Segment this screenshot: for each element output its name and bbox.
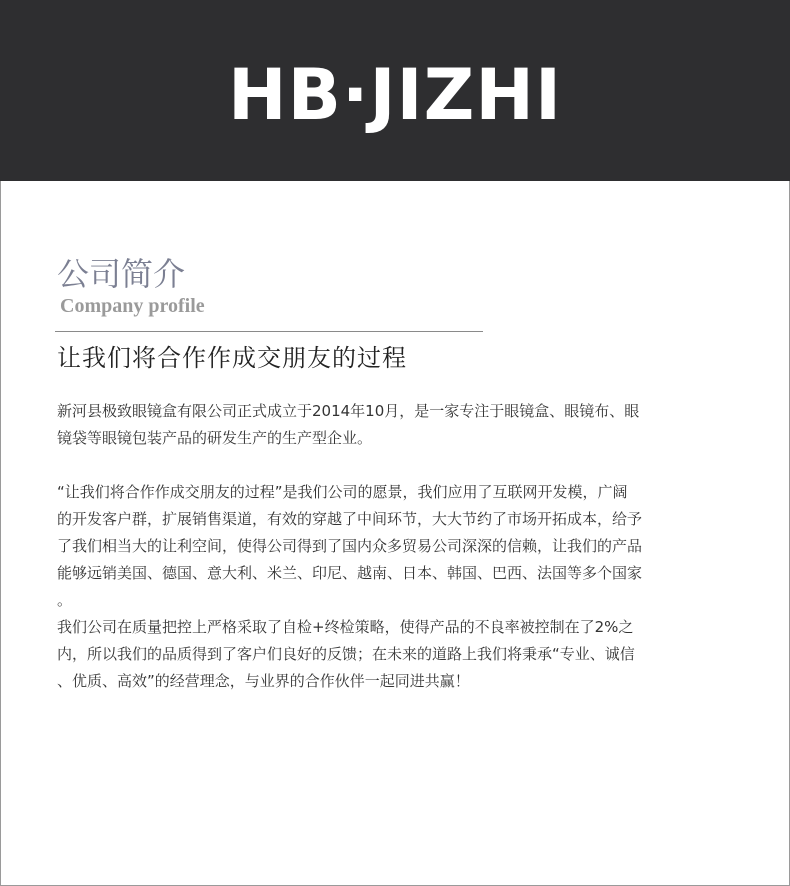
paragraph-vision: “让我们将合作作成交朋友的过程”是我们公司的愿景，我们应用了互联网开发模，广阔 的开发客户群，扩展销售渠道，有效的穿越了中间环节，大大节约了市场开拓成本，给予 了我们相当大的让利空间，使得公司得到了国内众多贸易公司深深的信赖，让我们的产品 能够远销美国、德国、意大利、米兰、印尼、越南、日本、韩国、巴西、法国等多个国家 。 — [57, 483, 643, 609]
section-title: 公司简介 — [57, 255, 186, 293]
header-banner — [0, 0, 790, 181]
paragraph-quality: 我们公司在质量把控上严格采取了自检+终检策略，使得产品的不良率被控制在了2%之 内，所以我们的品质得到了客户们良好的反馈；在未来的道路上我们将秉承“专业、诚信 、优质、高效”的经营理念，与业界的合作伙伴一起同进共赢！ — [57, 618, 635, 690]
brand-logo: HB·JIZHI — [227, 54, 562, 136]
slogan-heading: 让我们将合作作成交朋友的过程 — [57, 344, 407, 372]
paragraph-intro: 新河县极致眼镜盒有限公司正式成立于2014年10月，是一家专注于眼镜盒、眼镜布、眼 镜袋等眼镜包装产品的研发生产的生产型企业。 — [57, 402, 640, 447]
divider-line — [55, 331, 483, 332]
company-description — [57, 398, 747, 695]
section-subtitle: Company profile — [60, 295, 205, 317]
